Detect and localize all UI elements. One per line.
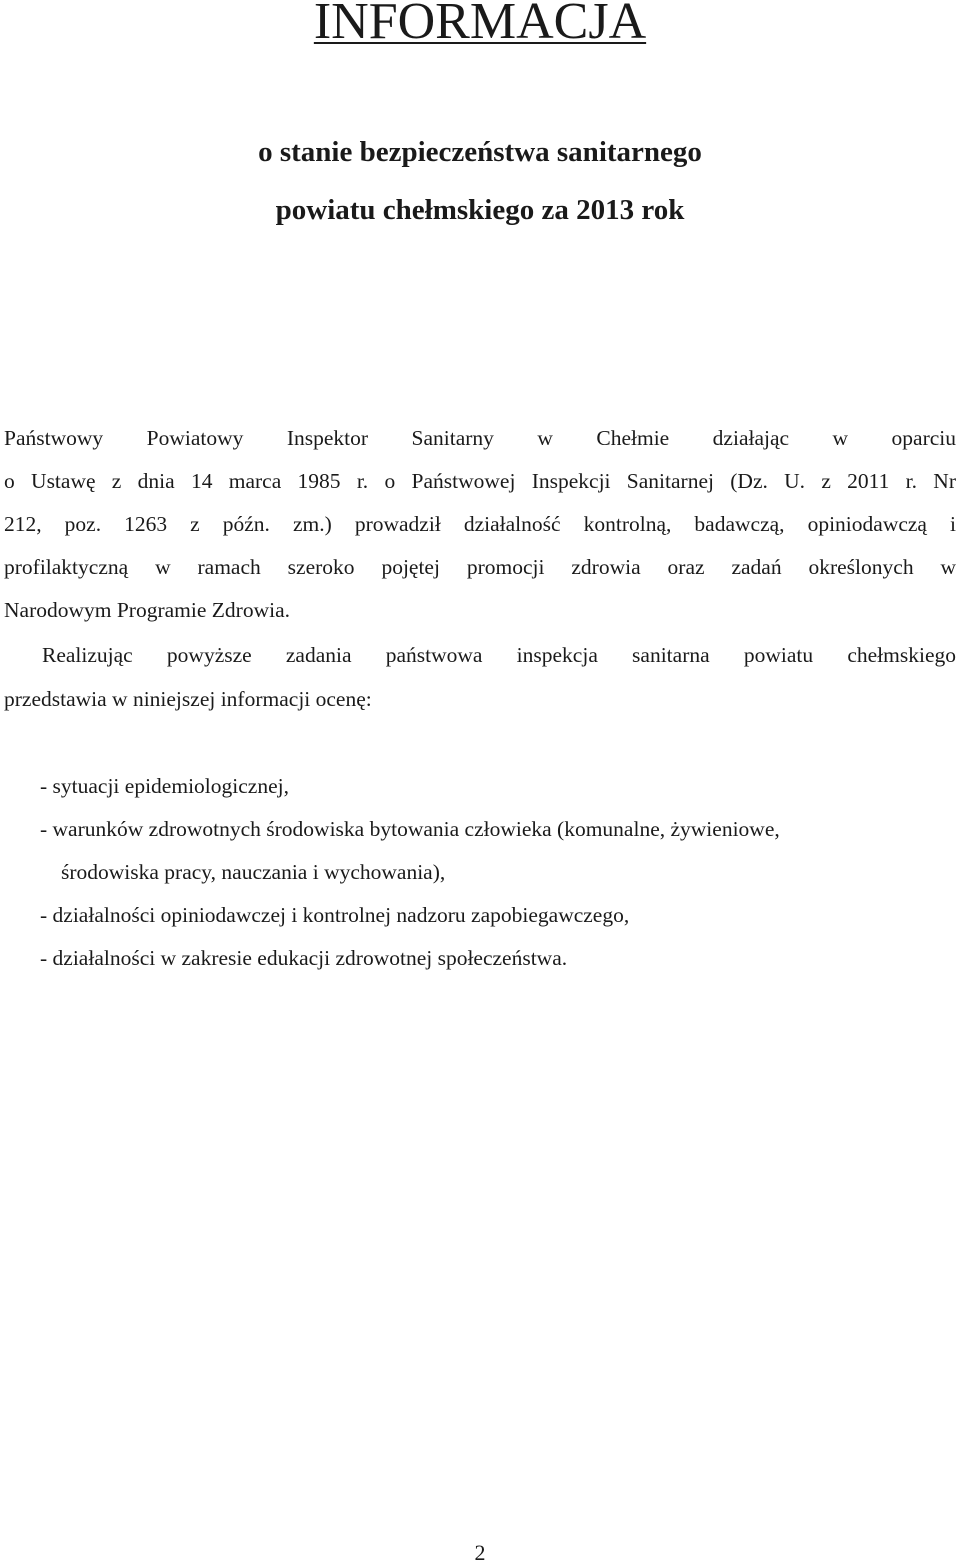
- paragraph-assessment-line: przedstawia w niniejszej informacji ocenę:: [4, 687, 372, 711]
- paragraph-intro-line: Narodowym Programie Zdrowia.: [4, 598, 290, 622]
- document-subtitle-line-1: o stanie bezpieczeństwa sanitarnego: [258, 136, 702, 168]
- paragraph-intro-line: profilaktyczną w ramach szeroko pojętej promocji zdrowia oraz zadań określonych w: [4, 555, 956, 579]
- paragraph-intro-line: o Ustawę z dnia 14 marca 1985 r. o Państwowej Inspekcji Sanitarnej (Dz. U. z 2011 r. Nr: [4, 469, 956, 493]
- page-number: 2: [474, 1540, 486, 1565]
- document-subtitle-line-2: powiatu chełmskiego za 2013 rok: [275, 194, 685, 226]
- document-title: INFORMACJA: [313, 0, 647, 50]
- list-item: - działalności w zakresie edukacji zdrowotnej społeczeństwa.: [40, 946, 568, 970]
- paragraph-intro-line: 212, poz. 1263 z późn. zm.) prowadził działalność kontrolną, badawczą, opiniodawczą i: [4, 512, 956, 536]
- list-item: - sytuacji epidemiologicznej,: [40, 774, 289, 798]
- paragraph-assessment-line: Realizując powyższe zadania państwowa inspekcja sanitarna powiatu chełmskiego: [42, 643, 956, 667]
- paragraph-intro-line: Państwowy Powiatowy Inspektor Sanitarny w Chełmie działając w oparciu: [4, 426, 956, 450]
- list-item: - warunków zdrowotnych środowiska bytowania człowieka (komunalne, żywieniowe,: [40, 817, 780, 841]
- list-item-continuation: środowiska pracy, nauczania i wychowania),: [61, 860, 446, 884]
- list-item: - działalności opiniodawczej i kontrolnej nadzoru zapobiegawczego,: [40, 903, 630, 927]
